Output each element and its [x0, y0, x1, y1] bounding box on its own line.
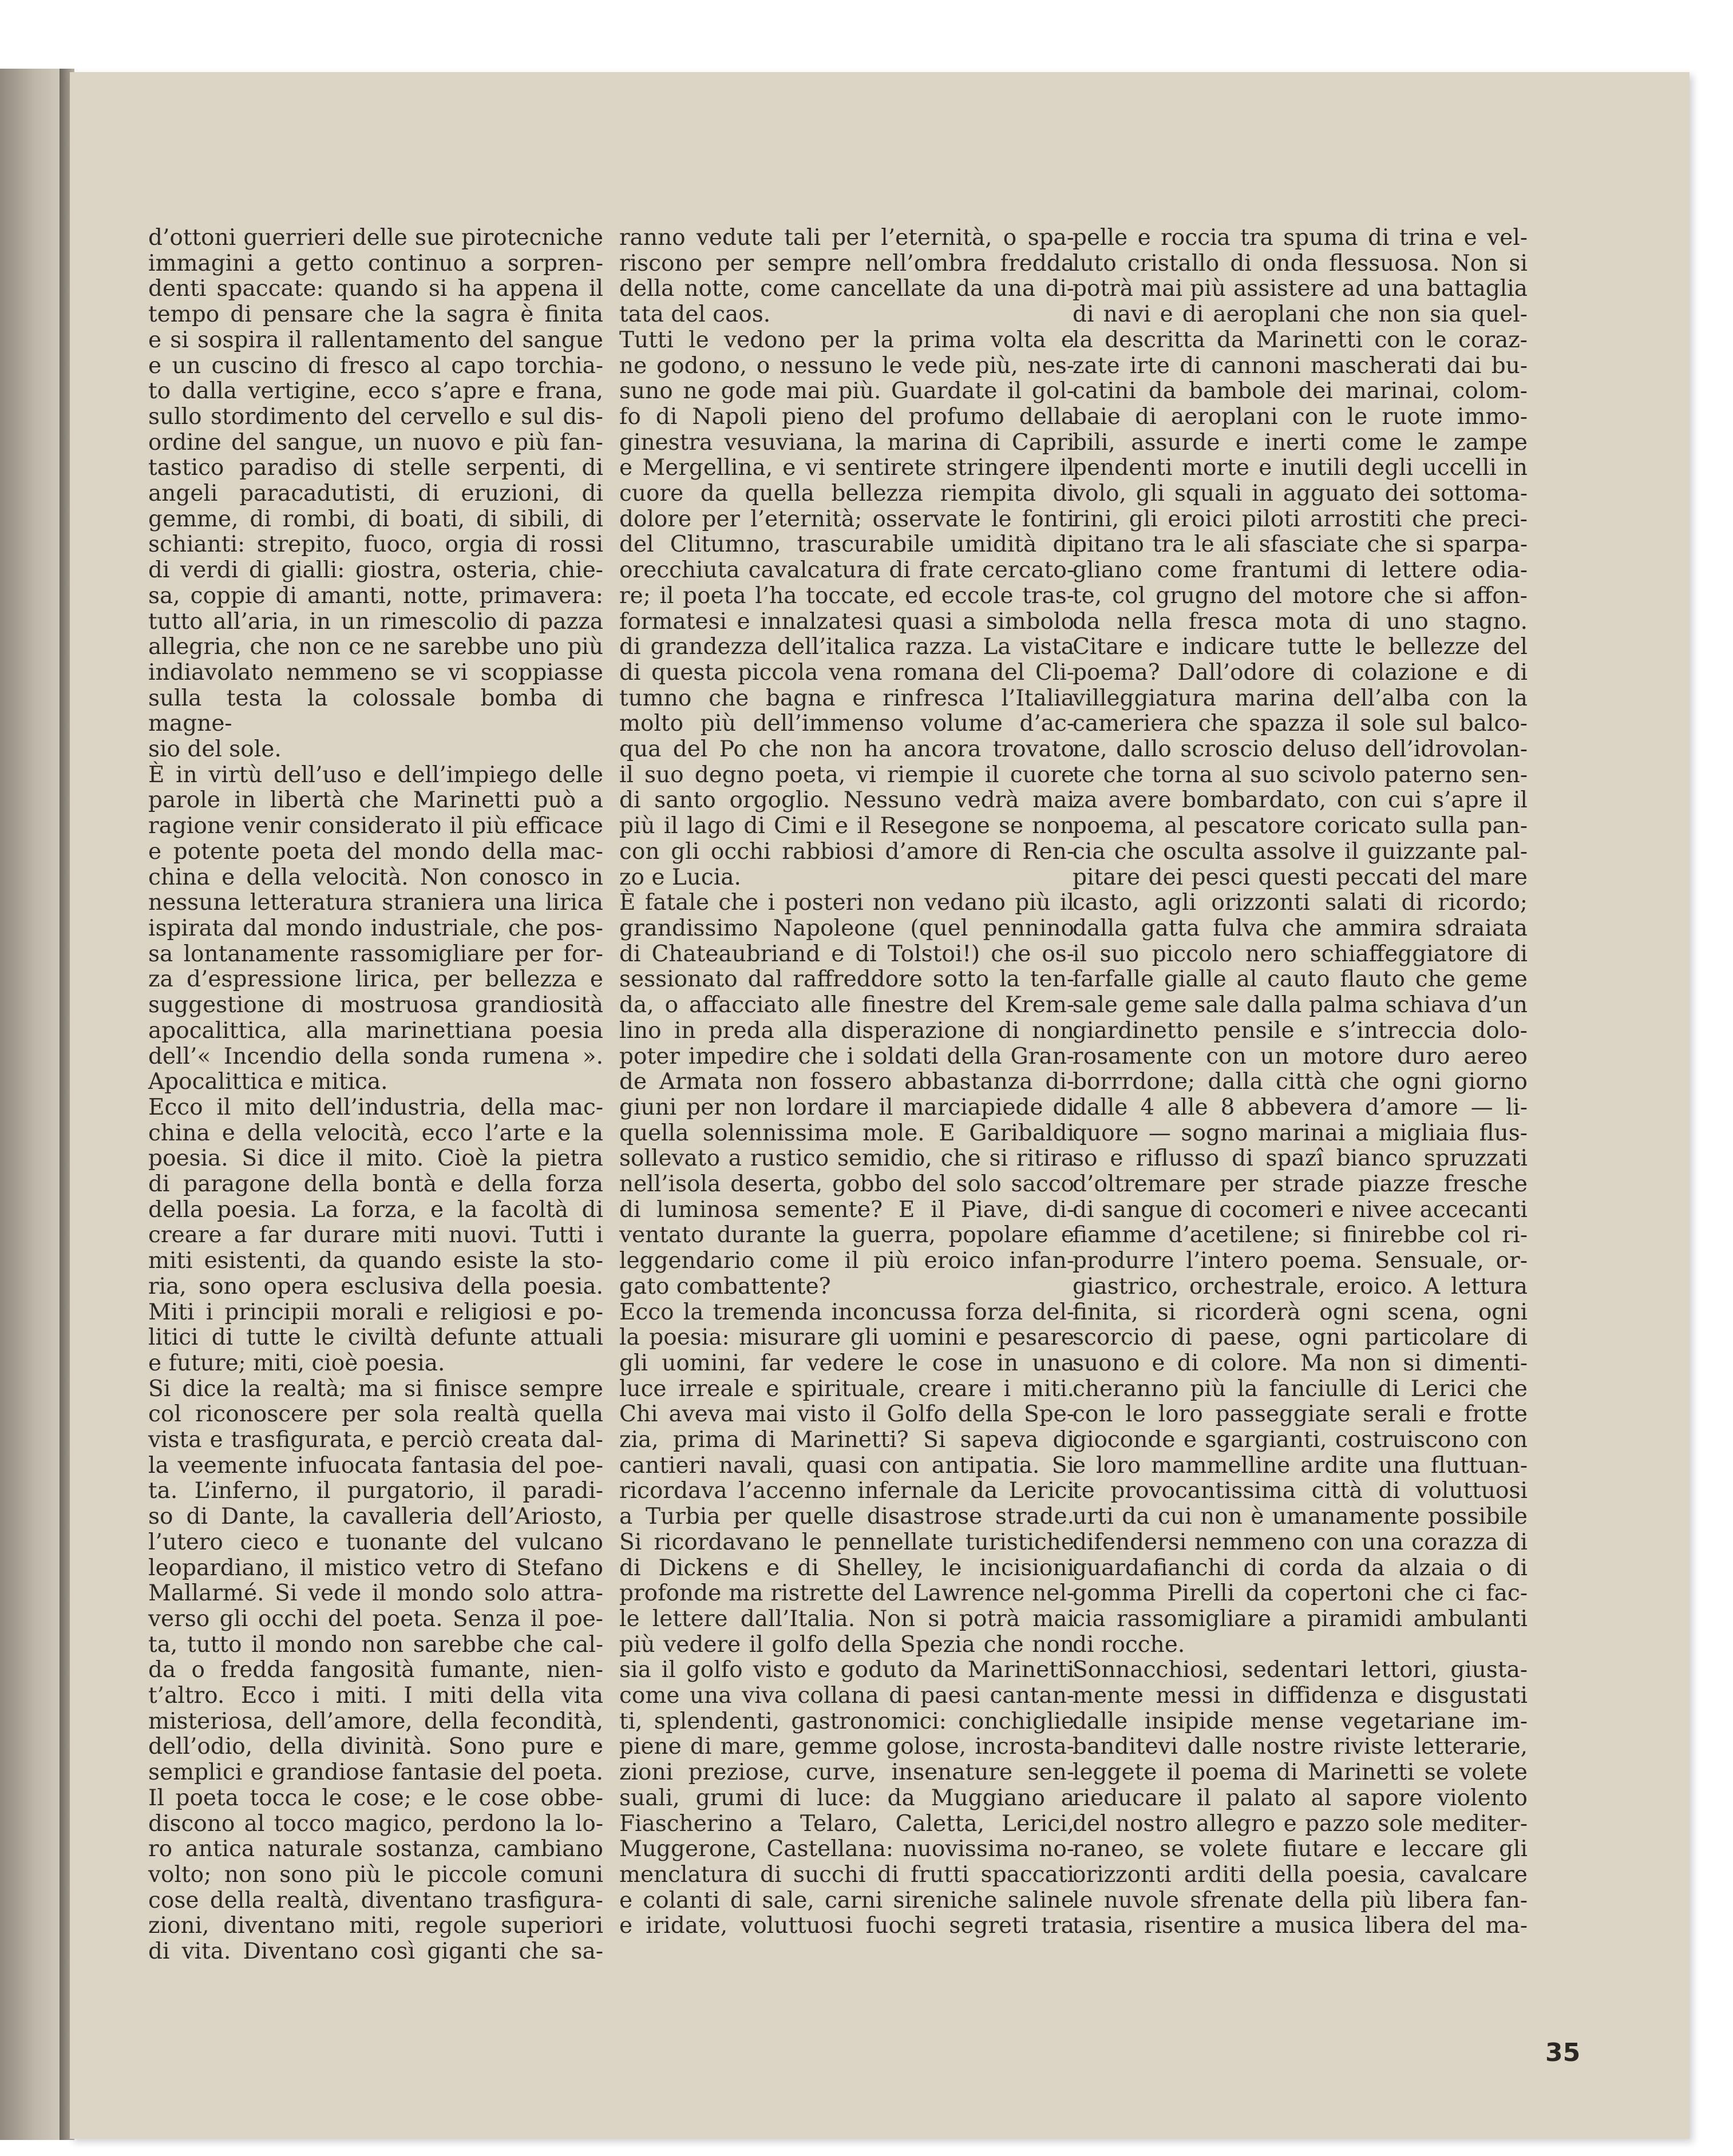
text-line: farfalle gialle al cauto flauto che geme [1073, 966, 1528, 993]
text-line: suno ne gode mai più. Guardate il gol- [619, 378, 1074, 405]
text-line: tumno che bagna e rinfresca l’Italia [619, 685, 1074, 711]
text-line: cose della realtà, diventano trasfigura- [148, 1887, 603, 1913]
text-line: di santo orgoglio. Nessuno vedrà mai [619, 787, 1074, 814]
text-line: rosamente con un motore duro aereo [1073, 1043, 1528, 1069]
text-line: più il lago di Cimi e il Resegone se non [619, 813, 1074, 839]
text-line: Miti i principii morali e religiosi e po- [148, 1299, 603, 1325]
text-line: fo di Napoli pieno del profumo della [619, 403, 1074, 430]
text-line: e potente poeta del mondo della mac- [148, 838, 603, 865]
text-line: grandissimo Napoleone (quel pennino [619, 915, 1074, 941]
text-line: misteriosa, dell’amore, della fecondità, [148, 1708, 603, 1734]
text-line: menclatura di succhi di frutti spaccati [619, 1862, 1074, 1888]
text-line: È fatale che i posteri non vedano più il [619, 890, 1074, 916]
text-line: della poesia. La forza, e la facoltà di [148, 1196, 603, 1223]
text-line: denti spaccate: quando si ha appena il [148, 276, 603, 302]
text-line: tasia, risentire a musica libera del ma- [1073, 1913, 1528, 1939]
text-line: e si sospira il rallentamento del sangue [148, 327, 603, 353]
text-line: ta, tutto il mondo non sarebbe che cal- [148, 1631, 603, 1658]
text-line: più vedere il golfo della Spezia che non [619, 1631, 1074, 1658]
text-line: a Turbia per quelle disastrose strade. [619, 1504, 1074, 1530]
text-line: finita, si ricorderà ogni scena, ogni [1073, 1299, 1528, 1325]
text-line: guardafianchi di corda da alzaia o di [1073, 1555, 1528, 1581]
text-line: semplici e grandiose fantasie del poeta. [148, 1759, 603, 1786]
text-line: borrrdone; dalla città che ogni giorno [1073, 1069, 1528, 1095]
text-line: cantieri navali, quasi con antipatia. Si [619, 1452, 1074, 1479]
text-line: la descritta da Marinetti con le coraz- [1073, 327, 1528, 353]
text-line: di Dickens e di Shelley, le incisioni [619, 1555, 1074, 1581]
page-sheet [70, 72, 1690, 2139]
text-line: so di Dante, la cavalleria dell’Ariosto, [148, 1504, 603, 1530]
text-line: Si ricordavano le pennellate turistiche [619, 1529, 1074, 1555]
text-line: gemme, di rombi, di boati, di sibili, di [148, 506, 603, 532]
text-line: ria, sono opera esclusiva della poesia. [148, 1273, 603, 1299]
text-line: luce irreale e spirituale, creare i miti. [619, 1376, 1074, 1402]
text-line: apocalittica, alla marinettiana poesia [148, 1017, 603, 1044]
text-line: sia il golfo visto e goduto da Marinetti [619, 1657, 1074, 1683]
text-line: raneo, se volete fiutare e leccare gli [1073, 1836, 1528, 1862]
text-line: Apocalittica e mitica. [148, 1069, 388, 1095]
text-line: villeggiatura marina dell’alba con la [1073, 685, 1528, 711]
text-line: e iridate, voluttuosi fuochi segreti tra [619, 1913, 1074, 1939]
text-line: di Chateaubriand e di Tolstoi!) che os- [619, 941, 1074, 967]
text-line: ordine del sangue, un nuovo e più fan- [148, 429, 603, 455]
text-line: tutto all’aria, in un rimescolio di pazza [148, 608, 603, 635]
text-line: di verdi di gialli: giostra, osteria, chie- [148, 557, 603, 584]
text-line: tata del caos. [619, 302, 771, 328]
text-line: le nuvole sfrenate della più libera fan- [1073, 1887, 1528, 1913]
text-column-3 [1073, 225, 1528, 2028]
text-line: di sangue di cocomeri e nivee accecanti [1073, 1196, 1528, 1223]
text-line: vista e trasfigurata, e perciò creata dal- [148, 1427, 603, 1453]
text-line: suggestione di mostruosa grandiosità [148, 992, 603, 1018]
text-line: Fiascherino a Telaro, Caletta, Lerici, [619, 1810, 1074, 1837]
text-line: re; il poeta l’ha toccate, ed eccole tras- [619, 582, 1074, 609]
text-line: fiamme d’acetilene; si finirebbe col ri- [1073, 1222, 1528, 1249]
text-line: da nella fresca mota di uno stagno. [1073, 608, 1528, 635]
text-line: verso gli occhi del poeta. Senza il poe- [148, 1606, 603, 1632]
text-line: di rocche. [1073, 1631, 1185, 1658]
text-line: dell’« Incendio della sonda rumena ». [148, 1043, 603, 1069]
text-line: dalle insipide mense vegetariane im- [1073, 1708, 1528, 1734]
text-line: gioconde e sgargianti, costruiscono con [1073, 1427, 1528, 1453]
text-line: ragione venir considerato il più efficace [148, 813, 603, 839]
text-line: leggete il poema di Marinetti se volete [1073, 1759, 1528, 1786]
text-line: l’utero cieco e tuonante del vulcano [148, 1529, 603, 1555]
text-line: schianti: strepito, fuoco, orgia di rossi [148, 532, 603, 558]
facing-page-edge [0, 69, 64, 2140]
text-line: di vita. Diventano così giganti che sa- [148, 1939, 603, 1965]
text-line: china e della velocità, ecco l’arte e la [148, 1120, 603, 1146]
text-line: della notte, come cancellate da una di- [619, 276, 1074, 302]
text-line: molto più dell’immenso volume d’ac- [619, 711, 1074, 737]
text-line: orizzonti arditi della poesia, cavalcare [1073, 1862, 1528, 1888]
text-line: Ecco il mito dell’industria, della mac- [148, 1094, 603, 1120]
text-line: t’altro. Ecco i miti. I miti della vita [148, 1683, 603, 1709]
text-line: leopardiano, il mistico vetro di Stefano [148, 1555, 603, 1581]
text-line: con gli occhi rabbiosi d’amore di Ren- [619, 838, 1074, 865]
text-line: baie di aeroplani con le ruote immo- [1073, 403, 1528, 430]
text-line: ti, splendenti, gastronomici: conchiglie [619, 1708, 1074, 1734]
text-line: e colanti di sale, carni sireniche saline [619, 1887, 1074, 1913]
text-line: Muggerone, Castellana: nuovissima no- [619, 1836, 1074, 1862]
text-line: riscono per sempre nell’ombra fredda [619, 250, 1074, 276]
text-line: giardinetto pensile e s’intreccia dolo- [1073, 1017, 1528, 1044]
text-line: come una viva collana di paesi cantan- [619, 1683, 1074, 1709]
text-line: nessuna letteratura straniera una lirica [148, 890, 603, 916]
text-line: dell’odio, della divinità. Sono pure e [148, 1734, 603, 1760]
text-line: lino in preda alla disperazione di non [619, 1017, 1074, 1044]
text-line: con le loro passeggiate serali e frotte [1073, 1401, 1528, 1428]
text-line: cia che osculta assolve il guizzante pal- [1073, 838, 1528, 865]
text-line: urti da cui non è umanamente possibile [1073, 1504, 1528, 1530]
text-line: d’oltremare per strade piazze fresche [1073, 1171, 1528, 1198]
text-line: suali, grumi di luce: da Muggiano a [619, 1785, 1074, 1811]
text-line: Ecco la tremenda inconcussa forza del- [619, 1299, 1074, 1325]
text-line: volto; non sono più le piccole comuni [148, 1862, 603, 1888]
text-line: del Clitumno, trascurabile umidità di [619, 532, 1074, 558]
text-line: te provocantissima città di voluttuosi [1073, 1478, 1528, 1504]
text-line: sa, coppie di amanti, notte, primavera: [148, 582, 603, 609]
text-line: ispirata dal mondo industriale, che pos- [148, 915, 603, 941]
text-line: il suo piccolo nero schiaffeggiatore di [1073, 941, 1528, 967]
text-line: qua del Po che non ha ancora trovato [619, 736, 1074, 763]
text-line: discono al tocco magico, perdono la lo- [148, 1810, 603, 1837]
text-line: sollevato a rustico semidio, che si ritira [619, 1146, 1074, 1172]
text-line: cia rassomigliare a piramidi ambulanti [1073, 1606, 1528, 1632]
text-line: e loro mammelline ardite una fluttuan- [1073, 1452, 1528, 1479]
text-line: ne godono, o nessuno le vede più, nes- [619, 352, 1074, 379]
text-line: di paragone della bontà e della forza [148, 1171, 603, 1198]
text-line: zate irte di cannoni mascherati dai bu- [1073, 352, 1528, 379]
text-line: parole in libertà che Marinetti può a [148, 787, 603, 814]
text-line: la poesia: misurare gli uomini e pesare [619, 1325, 1074, 1351]
text-line: Citare e indicare tutte le bellezze del [1073, 634, 1528, 660]
text-line: le lettere dall’Italia. Non si potrà mai [619, 1606, 1074, 1632]
text-line: d’ottoni guerrieri delle sue pirotecniche [148, 225, 603, 251]
text-line: e Mergellina, e vi sentirete stringere il [619, 455, 1074, 481]
text-line: È in virtù dell’uso e dell’impiego delle [148, 762, 603, 788]
text-line: sulla testa la colossale bomba di magne- [148, 685, 603, 737]
text-line: casto, agli orizzonti salati di ricordo; [1073, 890, 1528, 916]
text-line: quore — sogno marinai a migliaia flus- [1073, 1120, 1528, 1146]
text-line: pitare dei pesci questi peccati del mare [1073, 864, 1528, 890]
text-line: scorcio di paese, ogni particolare di [1073, 1325, 1528, 1351]
text-line: e future; miti, cioè poesia. [148, 1350, 445, 1376]
text-line: poesia. Si dice il mito. Cioè la pietra [148, 1146, 603, 1172]
text-line: creare a far durare miti nuovi. Tutti i [148, 1222, 603, 1249]
text-line: allegria, che non ce ne sarebbe uno più [148, 634, 603, 660]
text-line: la veemente infuocata fantasia del poe- [148, 1452, 603, 1479]
text-line: difendersi nemmeno con una corazza di [1073, 1529, 1528, 1555]
text-line: poema? Dall’odore di colazione e di [1073, 659, 1528, 685]
text-line: profonde ma ristrette del Lawrence nel- [619, 1580, 1074, 1607]
text-line: Il poeta tocca le cose; e le cose obbe- [148, 1785, 603, 1811]
text-line: to dalla vertigine, ecco s’apre e frana, [148, 378, 603, 405]
text-line: da o fredda fangosità fumante, nien- [148, 1657, 603, 1683]
text-line: cuore da quella bellezza riempita di [619, 481, 1074, 507]
text-line: rieducare il palato al sapore violento [1073, 1785, 1528, 1811]
text-line: tastico paradiso di stelle serpenti, di [148, 455, 603, 481]
text-line: ricordava l’accenno infernale da Lerici [619, 1478, 1074, 1504]
text-line: so e riflusso di spazî bianco spruzzati [1073, 1146, 1528, 1172]
text-line: Mallarmé. Si vede il mondo solo attra- [148, 1580, 603, 1607]
text-line: piene di mare, gemme golose, incrosta- [619, 1734, 1074, 1760]
text-line: e un cuscino di fresco al capo torchia- [148, 352, 603, 379]
text-line: produrre l’intero poema. Sensuale, or- [1073, 1248, 1528, 1274]
text-line: te, col grugno del motore che si affon- [1073, 582, 1528, 609]
text-line: il suo degno poeta, vi riempie il cuore [619, 762, 1074, 788]
text-line: ginestra vesuviana, la marina di Capri [619, 429, 1074, 455]
text-line: catini da bambole dei marinai, colom- [1073, 378, 1528, 405]
text-line: zioni, diventano miti, regole superiori [148, 1913, 603, 1939]
text-line: dolore per l’eternità; osservate le fonti [619, 506, 1074, 532]
text-line: formatesi e innalzatesi quasi a simbolo [619, 608, 1074, 635]
text-line: zia, prima di Marinetti? Si sapeva di [619, 1427, 1074, 1453]
text-line: indiavolato nemmeno se vi scoppiasse [148, 659, 603, 685]
text-line: giuni per non lordare il marciapiede di [619, 1094, 1074, 1120]
text-line: gato combattente? [619, 1273, 831, 1299]
text-line: luto cristallo di onda flessuosa. Non si [1073, 250, 1528, 276]
text-line: quella solennissima mole. E Garibaldi [619, 1120, 1074, 1146]
text-line: rini, gli eroici piloti arrostiti che preci- [1073, 506, 1528, 532]
text-line: mente messi in diffidenza e disgustati [1073, 1683, 1528, 1709]
text-line: gliano come frantumi di lettere odia- [1073, 557, 1528, 584]
text-line: dalla gatta fulva che ammira sdraiata [1073, 915, 1528, 941]
text-line: tempo di pensare che la sagra è finita [148, 302, 603, 328]
text-line: miti esistenti, da quando esiste la sto- [148, 1248, 603, 1274]
text-line: gomma Pirelli da copertoni che ci fac- [1073, 1580, 1528, 1607]
text-line: suono e di colore. Ma non si dimenti- [1073, 1350, 1528, 1376]
text-line: sullo stordimento del cervello e sul dis- [148, 403, 603, 430]
text-line: ventato durante la guerra, popolare e [619, 1222, 1074, 1249]
text-line: di luminosa semente? E il Piave, di- [619, 1196, 1074, 1223]
text-line: Si dice la realtà; ma si finisce sempre [148, 1376, 603, 1402]
text-line: china e della velocità. Non conosco in [148, 864, 603, 890]
text-line: zo e Lucia. [619, 864, 741, 890]
text-line: sale geme sale dalla palma schiava d’un [1073, 992, 1528, 1018]
text-line: cheranno più la fanciulle di Lerici che [1073, 1376, 1528, 1402]
text-line: col riconoscere per sola realtà quella [148, 1401, 603, 1428]
text-line: sio del sole. [148, 736, 282, 763]
text-line: pelle e roccia tra spuma di trina e vel- [1073, 225, 1528, 251]
text-line: di navi e di aeroplani che non sia quel- [1073, 302, 1528, 328]
text-line: litici di tutte le civiltà defunte attuali [148, 1325, 603, 1351]
text-line: za avere bombardato, con cui s’apre il [1073, 787, 1528, 814]
text-line: ta. L’inferno, il purgatorio, il paradi- [148, 1478, 603, 1504]
text-line: sessionato dal raffreddore sotto la ten- [619, 966, 1074, 993]
text-line: za d’espressione lirica, per bellezza e [148, 966, 603, 993]
text-line: da, o affacciato alle finestre del Krem- [619, 992, 1074, 1018]
text-line: Tutti le vedono per la prima volta e [619, 327, 1074, 353]
text-line: pendenti morte e inutili degli uccelli in [1073, 455, 1528, 481]
text-line: de Armata non fossero abbastanza di- [619, 1069, 1074, 1095]
text-line: angeli paracadutisti, di eruzioni, di [148, 481, 603, 507]
text-line: nell’isola deserta, gobbo del solo sacco [619, 1171, 1074, 1198]
text-line: ranno vedute tali per l’eternità, o spa- [619, 225, 1074, 251]
text-line: leggendario come il più eroico infan- [619, 1248, 1074, 1274]
text-line: ne, dallo scroscio deluso dell’idrovolan- [1073, 736, 1528, 763]
text-line: di grandezza dell’italica razza. La vista [619, 634, 1074, 660]
text-line: zioni preziose, curve, insenature sen- [619, 1759, 1074, 1786]
text-line: poema, al pescatore coricato sulla pan- [1073, 813, 1528, 839]
text-line: potrà mai più assistere ad una battaglia [1073, 276, 1528, 302]
text-line: Sonnacchiosi, sedentari lettori, giusta- [1073, 1657, 1528, 1683]
text-line: dalle 4 alle 8 abbevera d’amore — li- [1073, 1094, 1528, 1120]
text-line: immagini a getto continuo a sorpren- [148, 250, 603, 276]
text-line: banditevi dalle nostre riviste letterarie, [1073, 1734, 1528, 1760]
page-number: 35 [1545, 2038, 1581, 2067]
text-line: volo, gli squali in agguato dei sottoma- [1073, 481, 1528, 507]
text-line: te che torna al suo scivolo paterno sen- [1073, 762, 1528, 788]
text-line: di questa piccola vena romana del Cli- [619, 659, 1074, 685]
text-line: cameriera che spazza il sole sul balco- [1073, 711, 1528, 737]
text-line: ro antica naturale sostanza, cambiano [148, 1836, 603, 1862]
text-line: gli uomini, far vedere le cose in una [619, 1350, 1074, 1376]
text-line: orecchiuta cavalcatura di frate cercato- [619, 557, 1074, 584]
text-line: bili, assurde e inerti come le zampe [1073, 429, 1528, 455]
text-line: Chi aveva mai visto il Golfo della Spe- [619, 1401, 1074, 1428]
text-line: del nostro allegro e pazzo sole mediter- [1073, 1810, 1528, 1837]
text-column-2 [619, 225, 1074, 2028]
text-line: giastrico, orchestrale, eroico. A lettura [1073, 1273, 1528, 1299]
text-line: poter impedire che i soldati della Gran- [619, 1043, 1074, 1069]
text-column-1 [148, 225, 603, 2028]
text-line: pitano tra le ali sfasciate che si sparpa- [1073, 532, 1528, 558]
text-line: sa lontanamente rassomigliare per for- [148, 941, 603, 967]
